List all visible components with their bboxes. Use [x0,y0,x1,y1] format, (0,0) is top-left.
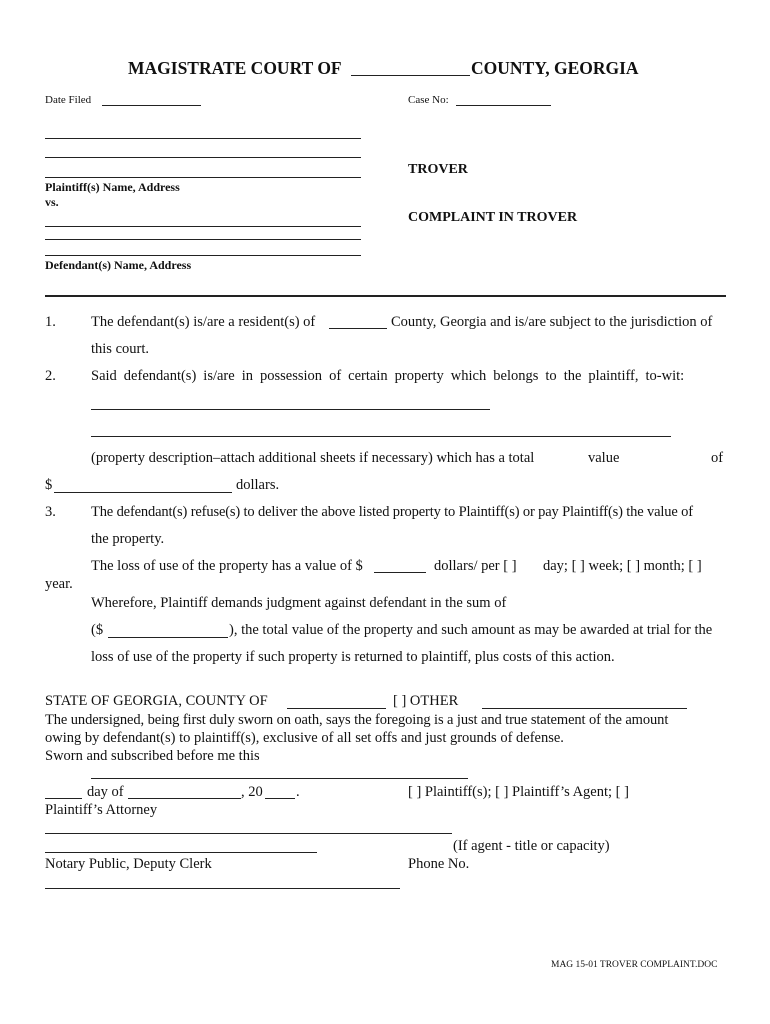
p3-number: 3. [45,504,56,520]
p2-of-word: of [711,450,724,466]
case-no-label: Case No: [408,94,449,106]
notary-label: Notary Public, Deputy Clerk [45,856,212,872]
oath-line-3: Sworn and subscribed before me this [45,748,260,764]
p1-text-c: this court. [91,341,149,357]
day-of-label: day of [87,784,124,800]
defendant-line-3[interactable] [45,255,361,256]
year-prefix: , 20 [241,784,263,800]
signature-line[interactable] [91,778,468,779]
p3-text-e1: ($ [91,622,104,638]
judgment-sum-blank[interactable] [108,637,228,638]
p1-text-b: County, Georgia and is/are subject to the jurisdiction of [391,314,713,330]
year-blank[interactable] [265,798,295,799]
agent-title-label: (If agent - title or capacity) [453,838,610,854]
p2-dollars-word: dollars. [236,477,280,493]
plaintiff-line-3[interactable] [45,177,361,178]
plaintiff-line-2[interactable] [45,157,361,158]
oath-county-blank[interactable] [287,708,386,709]
oath-line-2: owing by defendant(s) to plaintiff(s), exclusive of all set offs and just grounds of defense. [45,730,564,746]
date-filed-label: Date Filed [45,94,92,106]
p3-text-c2: dollars/ per [ ] [434,558,517,574]
p2-text-b: (property description–attach additional sheets if necessary) which has a total [91,450,535,466]
defendant-line-2[interactable] [45,239,361,240]
oath-line-1: The undersigned, being first duly sworn on oath, says the foregoing is a just and true statement of the amount [45,712,669,728]
attorney-label: Plaintiff’s Attorney [45,802,158,818]
caption-divider [45,295,726,297]
vs-label: vs. [45,195,59,209]
property-line-2[interactable] [91,436,671,437]
loss-value-blank[interactable] [374,572,426,573]
court-title-right: COUNTY, GEORGIA [471,58,639,78]
p3-text-d: Wherefore, Plaintiff demands judgment against defendant in the sum of [91,595,507,611]
other-blank[interactable] [482,708,687,709]
case-no-blank[interactable] [456,105,551,106]
notary-line[interactable] [45,852,317,853]
p3-year-word: year. [45,576,73,592]
p3-text-a: The defendant(s) refuse(s) to deliver the above listed property to Plaintiff(s) or pay Plaintiff(s) the value of [91,504,693,520]
plaintiff-line-1[interactable] [45,138,361,139]
p3-text-c1: The loss of use of the property has a value of $ [91,558,363,574]
p3-text-b: the property. [91,531,165,547]
county-blank[interactable] [351,75,470,76]
attorney-line[interactable] [45,833,452,834]
p1-county-blank[interactable] [329,328,387,329]
other-option[interactable]: [ ] OTHER [393,693,459,709]
p3-text-c3: day; [ ] week; [ ] month; [ ] [543,558,702,574]
defendant-label: Defendant(s) Name, Address [45,258,192,272]
p1-text-a: The defendant(s) is/are a resident(s) of [91,314,316,330]
p1-number: 1. [45,314,56,330]
p2-number: 2. [45,368,56,384]
capacity-options[interactable]: [ ] Plaintiff(s); [ ] Plaintiff’s Agent; [ ] [408,784,629,800]
date-filed-blank[interactable] [102,105,201,106]
property-line-1[interactable] [91,409,490,410]
state-county-label: STATE OF GEORGIA, COUNTY OF [45,693,268,709]
total-value-blank[interactable] [54,492,232,493]
form-id: MAG 15-01 TROVER COMPLAINT.DOC [551,960,718,970]
p2-value-word: value [588,450,620,466]
day-blank[interactable] [45,798,82,799]
p2-text-a: Said defendant(s) is/are in possession of certain property which belongs to the plaintiff, to-wit: [91,368,685,384]
p3-text-e2: ), the total value of the property and such amount as may be awarded at trial for the [229,622,713,638]
plaintiff-label: Plaintiff(s) Name, Address [45,180,180,194]
phone-line[interactable] [45,888,400,889]
p3-text-f: loss of use of the property if such property is returned to plaintiff, plus costs of this action. [91,649,615,665]
month-blank[interactable] [128,798,241,799]
year-suffix: . [296,784,300,800]
court-title-left: MAGISTRATE COURT OF [128,58,342,78]
defendant-line-1[interactable] [45,226,361,227]
phone-label: Phone No. [408,856,470,872]
complaint-heading: COMPLAINT IN TROVER [408,210,578,225]
p2-dollar-sign: $ [45,477,53,493]
trover-heading: TROVER [408,162,468,177]
